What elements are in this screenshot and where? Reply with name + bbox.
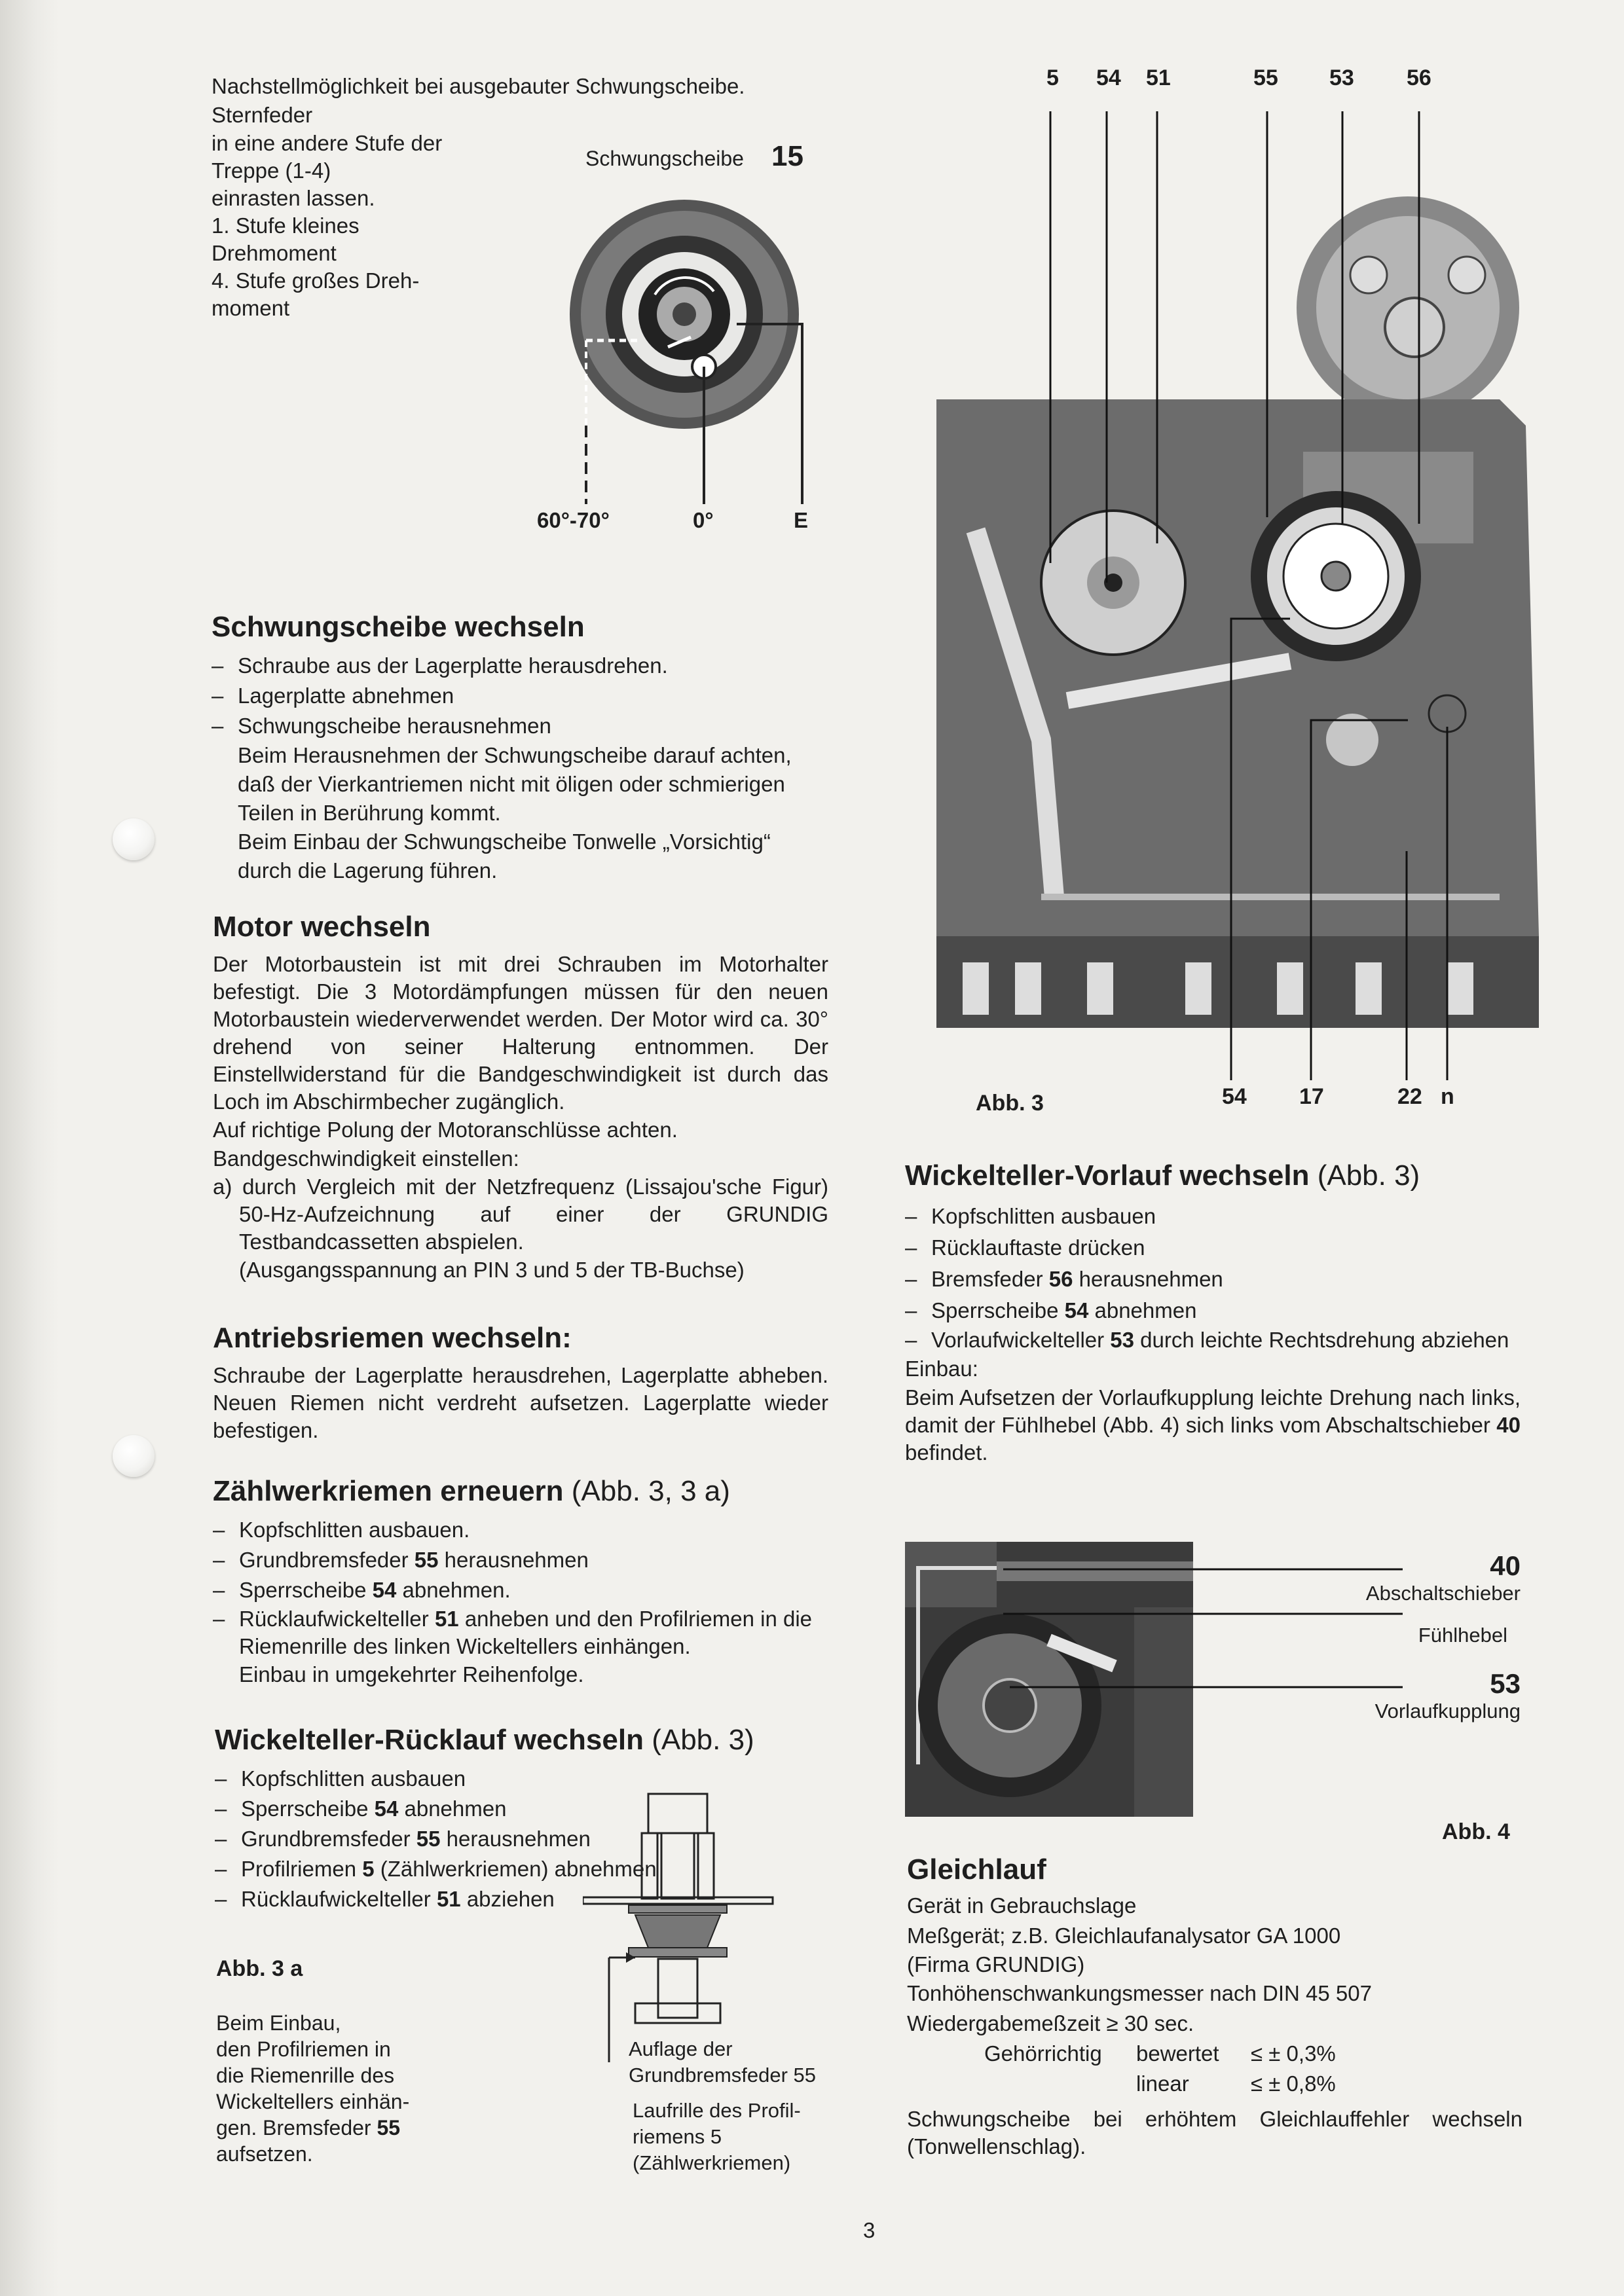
einbau-text-part: Beim Aufsetzen der Vorlaufkupplung leichte Drehung nach links, damit der Fühlhebel (Abb. 4) sich links vom Abschaltschieber [905,1385,1521,1437]
motor-line: Auf richtige Polung der Motoranschlüsse achten. [213,1118,678,1142]
fig4-label-number: 40 [1490,1550,1521,1581]
fig3a-caption: Abb. 3 a [216,1956,303,1981]
fig3a-text [216,2010,452,2167]
section-title: Motor wechseln [213,911,431,943]
fig3-leader-lines [910,65,1565,1126]
fig4-label-40 [1043,1551,1521,1606]
page-number: 3 [863,2218,876,2242]
item-text: abnehmen [1088,1298,1197,1322]
item-text: Sperrscheibe [931,1298,1065,1322]
list-item [905,1326,1521,1354]
item-number: 51 [436,1887,461,1911]
item-text: Rücklauftaste drücken [931,1235,1145,1260]
intro-heading-line: Nachstellmöglichkeit bei ausgebauter Schwungscheibe. [212,74,745,98]
item-number: 55 [414,1548,439,1572]
item-text: herausnehmen [438,1548,589,1572]
fig3-callout-top: 51 [1146,65,1171,90]
flywheel-number: 15 [771,140,803,172]
section-antrieb [213,1320,828,1444]
einbau-number: 40 [1496,1413,1521,1437]
item-number: 5 [362,1857,375,1881]
section-title-ref: (Abb. 3, 3 a) [571,1475,730,1507]
item-text: Grundbremsfeder [239,1548,415,1572]
motor-item-a: a) durch Vergleich mit der Netzfrequenz (Lissajou'sche Figur) 50-Hz-Aufzeichnung auf einer der GRUNDIG Testbandcassetten abspielen. [213,1175,828,1254]
item-text: Sperrscheibe [239,1578,373,1602]
item-text: Kopfschlitten ausbauen. [239,1518,470,1542]
item-text: durch leichte Rechtsdrehung abziehen [1134,1328,1509,1352]
fig4-label-text: Abschaltschieber [1365,1582,1521,1605]
list-item [905,1264,1521,1295]
intro-line: Sternfeder [212,103,313,127]
fig3a-label-line: Auflage der [629,2037,733,2060]
fig3-callout-top: 54 [1096,65,1121,90]
section-title-ref: (Abb. 3) [652,1724,754,1756]
section-zaehlwerk [213,1473,828,1689]
section-vorlauf [905,1157,1521,1467]
list-item [213,1515,828,1545]
fig3a-label-line: (Zählwerkriemen) [633,2151,791,2174]
item-number: 55 [416,1827,441,1851]
gleichlauf-row-value: ≤ ± 0,8% [1251,2071,1336,2096]
figure-3 [910,65,1565,1126]
item-text: Kopfschlitten ausbauen [241,1766,466,1791]
punch-hole-upper [113,818,155,860]
binder-edge [0,0,59,2296]
fig3a-text-line: Beim Einbau, [216,2011,341,2035]
gleichlauf-row-mode: bewertet [1136,2041,1219,2066]
continuation-line: durch die Lagerung führen. [238,858,498,883]
item-text: Rücklaufwickelteller [239,1607,435,1631]
gleichlauf-row-mode: linear [1136,2071,1189,2096]
list-item: – Schwungscheibe herausnehmen [212,711,827,741]
gleichlauf-row-value: ≤ ± 0,3% [1251,2041,1336,2066]
figure-4 [905,1542,1521,1856]
fig3a-number: 55 [377,2116,401,2140]
intro-line: 4. Stufe großes Dreh- [212,268,420,293]
section-title [905,1157,1521,1194]
gleichlauf-line: Wiedergabemeßzeit ≥ 30 sec. [907,2011,1194,2035]
item-text: (Zählwerkriemen) abnehmen [374,1857,657,1881]
item-text: abziehen [460,1887,555,1911]
flywheel-angle-label: 0° [693,508,714,532]
flywheel-angle-label: E [794,508,809,532]
item-text: anheben und den Profilriemen in die Riemenrille des linken Wickeltellers einhängen. [239,1607,813,1658]
item-text: Sperrscheibe [241,1796,375,1821]
section-title-text: Wickelteller-Vorlauf wechseln [905,1159,1310,1192]
fig3-callout-bottom: 22 [1397,1084,1422,1109]
list-item [905,1232,1521,1264]
fig3a-label-line: Grundbremsfeder 55 [629,2064,817,2086]
item-number: 54 [1064,1298,1089,1322]
intro-line: moment [212,296,290,320]
intro-line: einrasten lassen. [212,186,375,210]
flywheel-drawing [537,190,851,556]
item-text: Grundbremsfeder [241,1827,416,1851]
section-motor [213,909,828,1285]
item-text: herausnehmen [1073,1267,1223,1291]
gleichlauf-line: Meßgerät; z.B. Gleichlaufanalysator GA 1000 [907,1923,1341,1948]
fig3-callout-top: 56 [1407,65,1431,90]
flywheel-angle-label: 60°-70° [537,508,610,532]
figure-3a [216,1787,871,2180]
fig3a-text-line: den Profilriemen in [216,2037,391,2061]
intro-line: Treppe (1-4) [212,158,331,183]
einbau-label: Einbau: [905,1357,978,1381]
gleichlauf-row [907,2069,1522,2099]
motor-item-a-note: (Ausgangsspannung an PIN 3 und 5 der TB-Buchse) [239,1258,745,1282]
fig3a-label-2 [633,2098,801,2176]
section-title-text: Wickelteller-Rücklauf wechseln [215,1724,644,1756]
item-text: Kopfschlitten ausbauen [931,1204,1156,1228]
fig3-callout-bottom: 17 [1299,1084,1324,1109]
motor-line: Bandgeschwindigkeit einstellen: [213,1146,519,1171]
gleichlauf-row-label: Gehörrichtig [984,2041,1102,2066]
continuation-line: Beim Herausnehmen der Schwungscheibe darauf achten, [238,743,792,767]
item-text: Profilriemen [241,1857,363,1881]
section-title-ref: (Abb. 3) [1317,1159,1420,1192]
motor-paragraph: Der Motorbaustein ist mit drei Schrauben im Motorhalter befestigt. Die 3 Motordämpfungen müssen für den neuen Motorbaustein wiederverwendet werden. Der Motor wird ca. 30° drehend von seiner Halterung entnommen. Der Einstellwiderstand für die Bandgeschwindigkeit ist durch das Loch im Abschirmbecher zugänglich. [213,952,828,1114]
gleichlauf-line: (Firma GRUNDIG) [907,1952,1085,1977]
gleichlauf-line: Gerät in Gebrauchslage [907,1893,1137,1918]
fig3-callout-top: 55 [1253,65,1278,90]
item-text: abnehmen. [396,1578,511,1602]
continuation-line: daß der Vierkantriemen nicht mit öligen oder schmierigen [238,772,785,796]
continuation-line: Beim Einbau der Schwungscheibe Tonwelle „Vorsichtig“ [238,829,771,854]
item-number: 54 [372,1578,397,1602]
list-item [213,1575,828,1605]
section-title-text: Zählwerkriemen erneuern [213,1475,564,1507]
item-text: abnehmen [398,1796,507,1821]
item-text: Rücklaufwickelteller [241,1887,437,1911]
section-gleichlauf [907,1851,1522,2160]
flywheel-figure [537,137,851,556]
fig3a-text-line [216,2115,452,2141]
fig4-label-fuehlhebel: Fühlhebel [1418,1624,1507,1647]
section-title: Antriebsriemen wechseln: [213,1322,572,1354]
fig3-callout-bottom: 54 [1222,1084,1247,1109]
continuation-line: Teilen in Berührung kommt. [238,801,501,825]
zaehlwerk-note: Einbau in umgekehrter Reihenfolge. [239,1662,584,1686]
list-item: – Lagerplatte abnehmen [212,681,827,711]
punch-hole-lower [113,1435,155,1477]
fig3a-label-1 [629,2036,816,2088]
gleichlauf-closing: Schwungscheibe bei erhöhtem Gleichlauffehler wechseln (Tonwellenschlag). [907,2107,1522,2159]
fig3-callout-bottom: n [1441,1084,1454,1109]
fig3a-text-line: aufsetzen. [216,2142,313,2166]
list-item [213,1545,828,1575]
fig4-label-text: Vorlaufkupplung [1375,1700,1521,1722]
section-title [213,1473,828,1510]
gleichlauf-row [907,2039,1522,2069]
item-number: 56 [1048,1267,1073,1291]
section-title: Schwungscheibe wechseln [212,611,585,643]
intro-line: 1. Stufe kleines [212,213,360,238]
section-schwungscheibe [212,609,827,885]
fig4-caption: Abb. 4 [1442,1819,1510,1844]
fig3-callout-top: 5 [1046,65,1059,90]
fig3a-label-line: riemens 5 [633,2125,722,2148]
einbau-text-part: befindet. [905,1440,988,1465]
fig3a-label-line: Laufrille des Profil- [633,2099,801,2122]
list-item: – Schraube aus der Lagerplatte herausdrehen. [212,651,827,681]
fig3-caption: Abb. 3 [976,1091,1044,1116]
item-number: 51 [434,1607,459,1631]
list-item [905,1201,1521,1232]
item-text: Bremsfeder [931,1267,1049,1291]
einbau-text [905,1384,1521,1467]
item-number: 54 [374,1796,399,1821]
fig3a-drawing [583,1787,845,2062]
fig3a-text-line: Wickeltellers einhän- [216,2090,410,2113]
gleichlauf-line: Tonhöhenschwankungsmesser nach DIN 45 507 [907,1981,1372,2005]
fig3a-text-line: die Riemenrille des [216,2064,395,2087]
list-item [905,1295,1521,1326]
fig3-callout-top: 53 [1329,65,1354,90]
flywheel-label: Schwungscheibe [585,147,744,170]
item-number: 53 [1110,1328,1134,1352]
antrieb-paragraph: Schraube der Lagerplatte herausdrehen, Lagerplatte abheben. Neuen Riemen nicht verdreht aufsetzen. Lagerplatte wieder befestigen. [213,1363,828,1442]
section-title [215,1722,830,1758]
item-text: Vorlaufwickelteller [931,1328,1111,1352]
fig3a-text-part: gen. Bremsfeder [216,2116,377,2140]
intro-line: in eine andere Stufe der [212,131,443,155]
item-text: herausnehmen [440,1827,591,1851]
fig4-label-number: 53 [1490,1668,1521,1699]
section-title: Gleichlauf [907,1853,1046,1886]
list-item [213,1605,828,1660]
fig4-label-53 [1043,1669,1521,1724]
intro-line: Drehmoment [212,241,337,265]
